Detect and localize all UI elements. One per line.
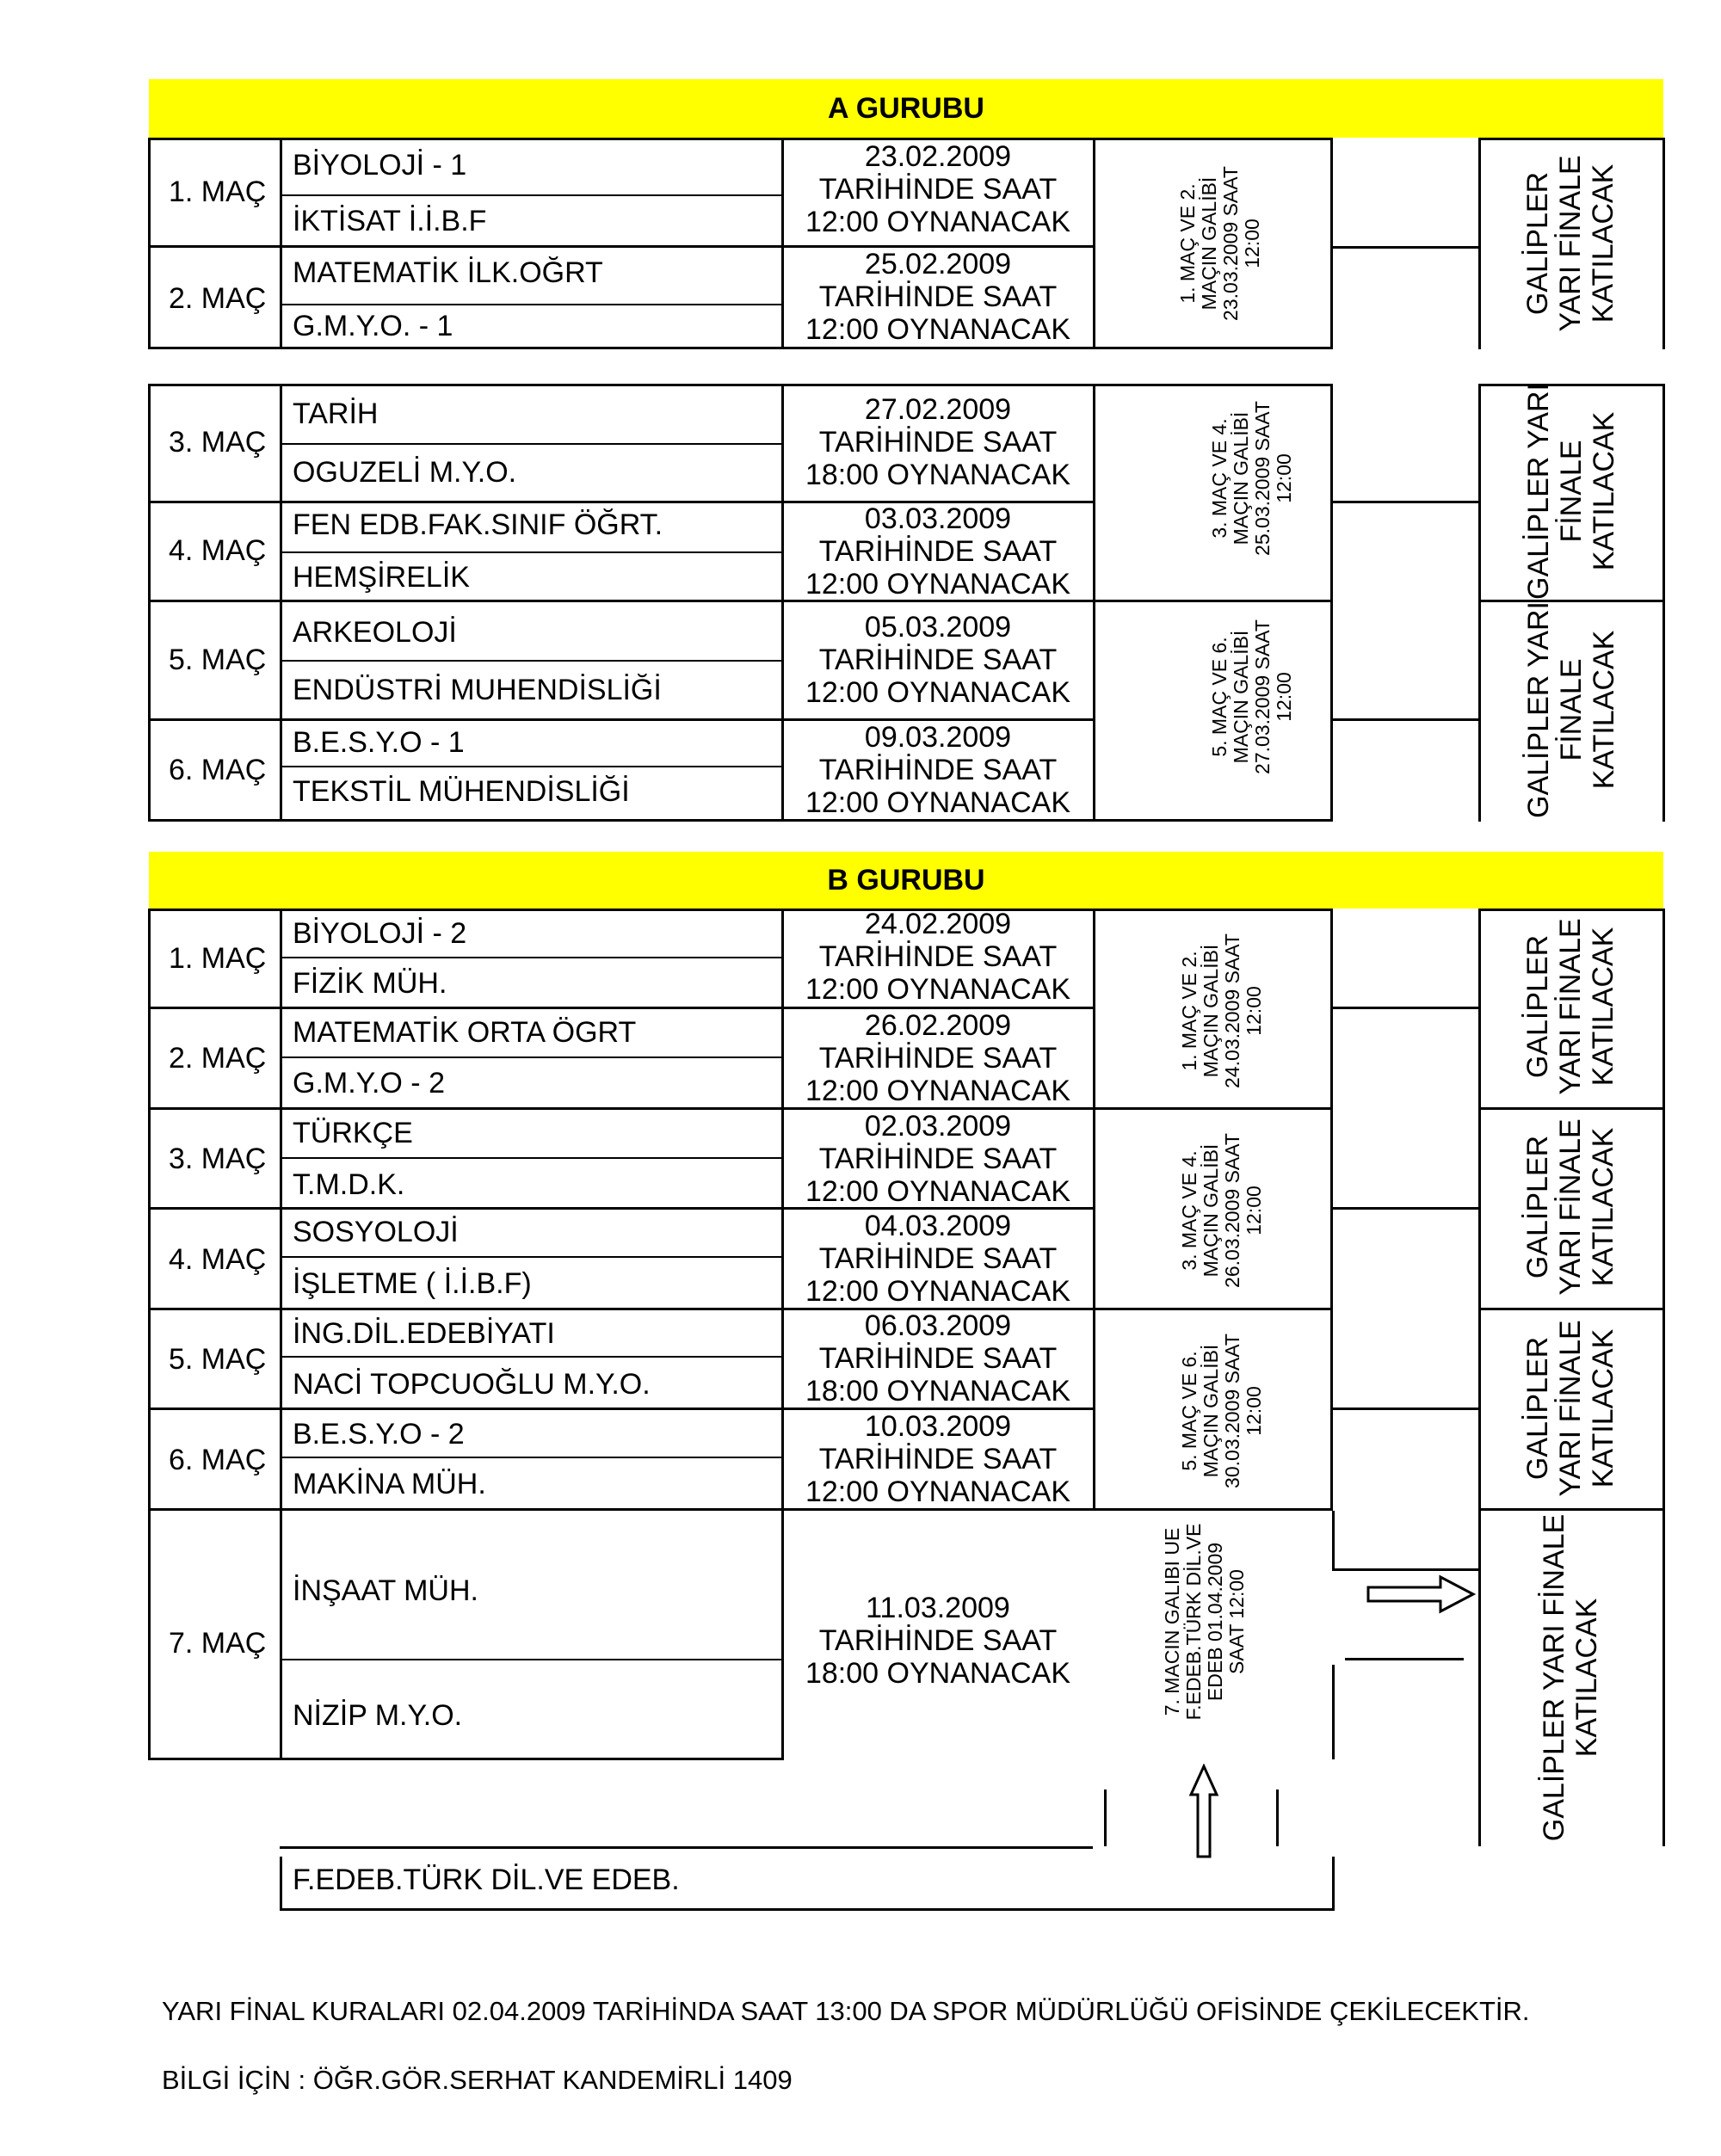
team-name: FEN EDB.FAK.SINIF ÖĞRT. <box>293 508 663 541</box>
team-name: BİYOLOJİ - 2 <box>293 917 467 950</box>
match-label: 5. MAÇ <box>169 644 267 676</box>
team-name: BİYOLOJİ - 1 <box>293 149 467 182</box>
team-name: HEMŞİRELİK <box>293 561 470 594</box>
team-name: NİZİP M.Y.O. <box>293 1699 463 1732</box>
winner-note: 1. MAÇ VE 2. MAÇIN GALİBİ 24.03.2009 SAAT 12:00 <box>1178 933 1265 1088</box>
match-label: 3. MAÇ <box>169 1143 267 1175</box>
team-name: İNŞAAT MÜH. <box>293 1574 478 1607</box>
match-schedule: 05.03.2009 TARİHİNDE SAAT 12:00 OYNANACAK <box>805 611 1071 709</box>
winner-note: 7. MACIN GALIBI UE F.EDEB.TÜRK DİL.VE EDEB 01.04.2009 SAAT 12:00 <box>1161 1523 1248 1721</box>
match-label: 3. MAÇ <box>169 426 267 459</box>
match-label: 6. MAÇ <box>169 754 267 786</box>
team-name: İNG.DİL.EDEBİYATI <box>293 1317 555 1350</box>
match-schedule: 09.03.2009 TARİHİNDE SAAT 12:00 OYNANACAK <box>805 721 1071 819</box>
match-schedule: 27.02.2009 TARİHİNDE SAAT 18:00 OYNANACAK <box>805 393 1071 491</box>
team-name: TÜRKÇE <box>293 1117 413 1149</box>
semifinal-note: GALİPLER YARI FİNALE KATILACAK <box>1522 601 1620 818</box>
match-label: 2. MAÇ <box>169 282 267 315</box>
team-name: MATEMATİK ORTA ÖGRT <box>293 1016 637 1049</box>
match-label: 7. MAÇ <box>169 1627 267 1660</box>
match-label: 1. MAÇ <box>169 942 267 975</box>
group-b-header <box>149 852 1663 909</box>
team-name: G.M.Y.O - 2 <box>293 1067 445 1100</box>
contact-info: BİLGİ İÇİN : ÖĞR.GÖR.SERHAT KANDEMİRLİ 1409 <box>162 2065 793 2095</box>
team-name: ARKEOLOJİ <box>293 616 457 649</box>
semifinal-draw-note: YARI FİNAL KURALARI 02.04.2009 TARİHİNDA SAAT 13:00 DA SPOR MÜDÜRLÜĞÜ OFİSİNDE ÇEKİLECEKTİR. <box>162 1996 1530 2026</box>
match-schedule: 25.02.2009 TARİHİNDE SAAT 12:00 OYNANACAK <box>805 248 1071 346</box>
match-schedule: 02.03.2009 TARİHİNDE SAAT 12:00 OYNANACAK <box>805 1110 1071 1208</box>
match-label: 5. MAÇ <box>169 1343 267 1376</box>
semifinal-note: GALİPLER YARI FİNALE KATILACAK <box>1521 1320 1619 1497</box>
match-label: 4. MAÇ <box>169 1243 267 1276</box>
team-name: G.M.Y.O. - 1 <box>293 310 453 342</box>
up-arrow-icon <box>1189 1764 1218 1858</box>
team-name: MATEMATİK İLK.OĞRT <box>293 256 603 289</box>
team-name: İKTİSAT İ.İ.B.F <box>293 205 487 237</box>
match-schedule: 24.02.2009 TARİHİNDE SAAT 12:00 OYNANACAK <box>805 908 1071 1006</box>
match-schedule: 23.02.2009 TARİHİNDE SAAT 12:00 OYNANACAK <box>805 140 1071 238</box>
team-name: TEKSTİL MÜHENDİSLİĞİ <box>293 775 630 808</box>
match-label: 6. MAÇ <box>169 1444 267 1476</box>
team-name: B.E.S.Y.O - 1 <box>293 726 465 759</box>
winner-note: 3. MAÇ VE 4. MAÇIN GALİBİ 25.03.2009 SAAT 12:00 <box>1208 401 1295 556</box>
winner-note: 5. MAÇ VE 6. MAÇIN GALİBİ 27.03.2009 SAAT 12:00 <box>1208 619 1295 774</box>
team-name: MAKİNA MÜH. <box>293 1468 486 1500</box>
team-name: B.E.S.Y.O - 2 <box>293 1418 465 1451</box>
team-name: İŞLETME ( İ.İ.B.F) <box>293 1267 532 1300</box>
team-name: F.EDEB.TÜRK DİL.VE EDEB. <box>293 1863 680 1896</box>
semifinal-note: GALİPLER YARI FİNALE KATILACAK <box>1521 918 1619 1095</box>
team-name: SOSYOLOJİ <box>293 1216 459 1248</box>
match-schedule: 03.03.2009 TARİHİNDE SAAT 12:00 OYNANACAK <box>805 502 1071 601</box>
team-name: T.M.D.K. <box>293 1168 405 1201</box>
right-arrow-icon <box>1366 1574 1477 1614</box>
match-schedule: 11.03.2009 TARİHİNDE SAAT 18:00 OYNANACAK <box>805 1592 1071 1690</box>
team-name: NACİ TOPCUOĞLU M.Y.O. <box>293 1368 651 1401</box>
semifinal-note: GALİPLER YARI FİNALE KATILACAK <box>1521 1118 1619 1296</box>
winner-note: 3. MAÇ VE 4. MAÇIN GALİBİ 26.03.2009 SAAT 12:00 <box>1178 1133 1265 1288</box>
group-a-header <box>149 79 1663 138</box>
match-schedule: 26.02.2009 TARİHİNDE SAAT 12:00 OYNANACAK <box>805 1009 1071 1107</box>
semifinal-note: GALİPLER YARI FİNALE KATILACAK <box>1538 1513 1603 1842</box>
match-label: 1. MAÇ <box>169 176 267 208</box>
semifinal-note: GALİPLER YARI FİNALE KATILACAK <box>1522 383 1620 600</box>
match-schedule: 04.03.2009 TARİHİNDE SAAT 12:00 OYNANACAK <box>805 1210 1071 1308</box>
winner-note: 1. MAÇ VE 2. MAÇIN GALİBİ 23.03.2009 SAAT 12:00 <box>1176 166 1263 321</box>
team-name: OGUZELİ M.Y.O. <box>293 456 517 489</box>
group-a-title: A GURUBU <box>828 91 984 125</box>
match-label: 4. MAÇ <box>169 534 267 567</box>
team-name: ENDÜSTRİ MUHENDİSLİĞİ <box>293 674 662 706</box>
group-b-title: B GURUBU <box>827 863 985 896</box>
team-name: TARİH <box>293 397 379 430</box>
team-name: FİZİK MÜH. <box>293 967 447 1000</box>
match-schedule: 06.03.2009 TARİHİNDE SAAT 18:00 OYNANACAK <box>805 1309 1071 1408</box>
semifinal-note: GALİPLER YARI FİNALE KATILACAK <box>1521 155 1619 332</box>
match-label: 2. MAÇ <box>169 1042 267 1075</box>
match-schedule: 10.03.2009 TARİHİNDE SAAT 12:00 OYNANACAK <box>805 1410 1071 1508</box>
winner-note: 5. MAÇ VE 6. MAÇIN GALİBİ 30.03.2009 SAAT 12:00 <box>1178 1334 1265 1488</box>
